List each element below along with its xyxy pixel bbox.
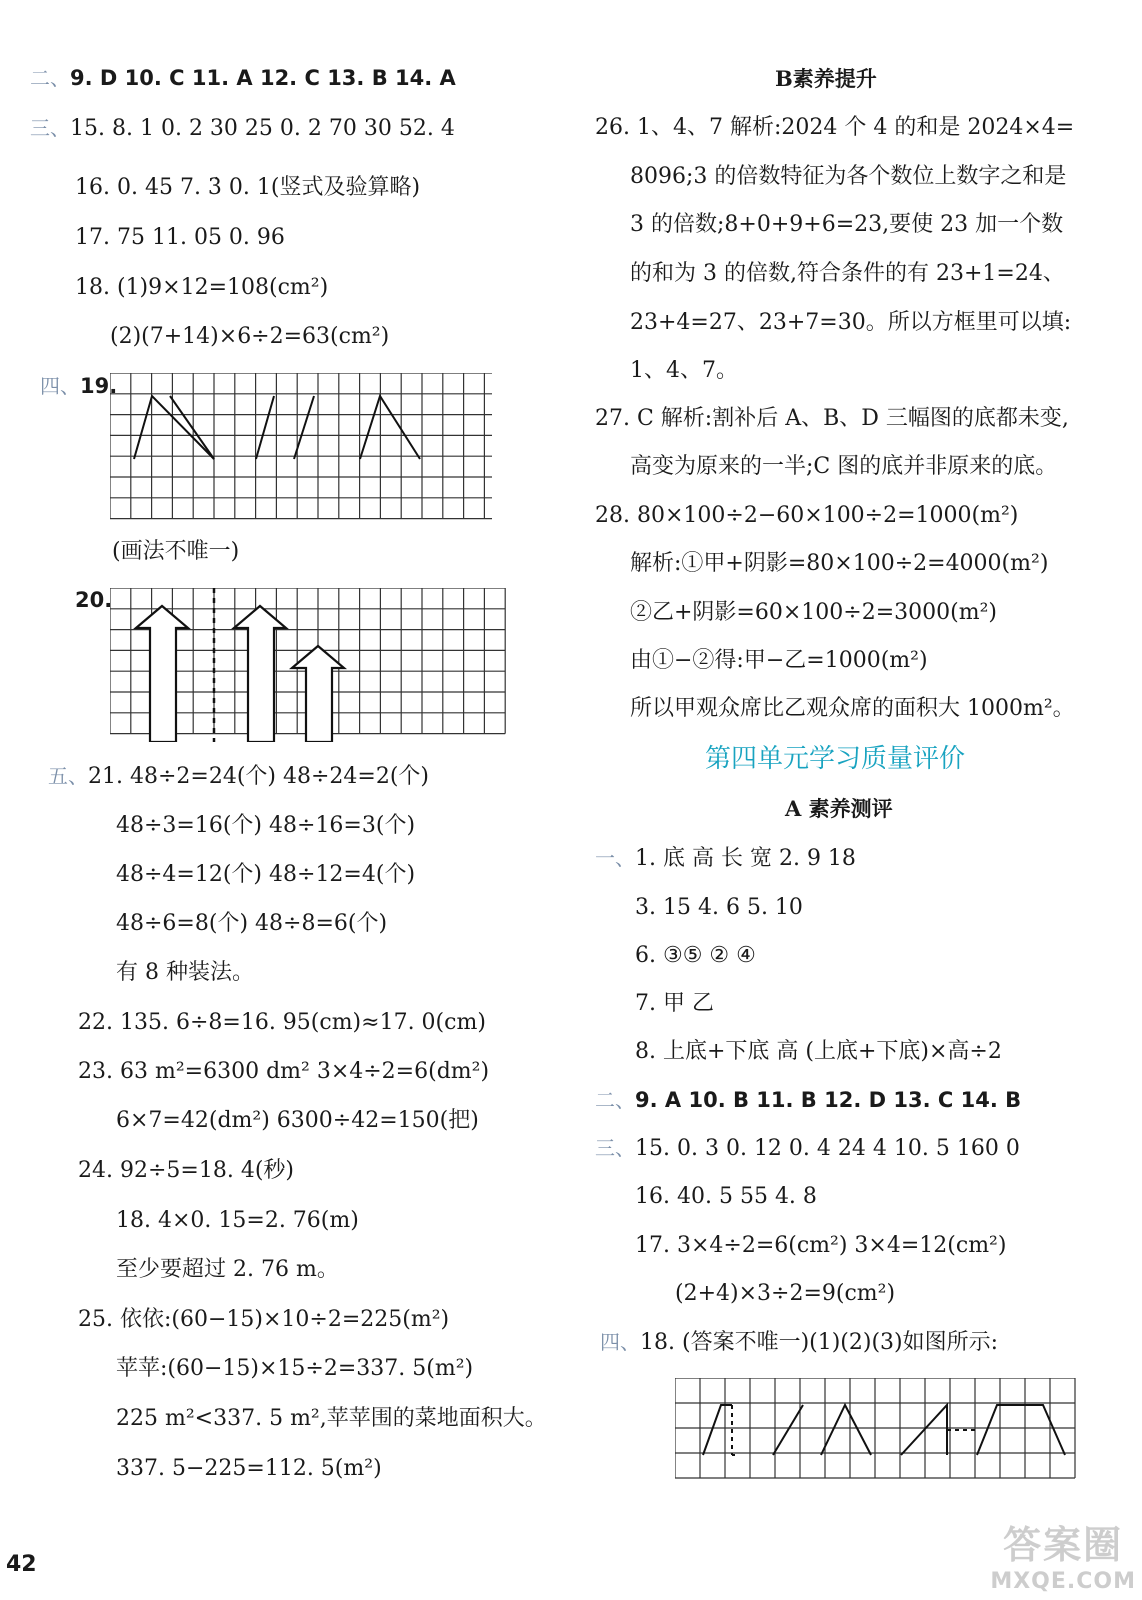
section-4-mark: 四、: [40, 374, 80, 398]
q1-line: [595, 848, 856, 870]
q25-line2: 苹苹:(60−15)×15÷2=337. 5(m²): [116, 1356, 474, 1381]
q18-shape-3-triangle: [821, 1405, 871, 1455]
q3-q5-answers: 3. 15 4. 6 5. 10: [635, 895, 803, 920]
q20-grid-figure: [110, 588, 508, 742]
q19-label-line: [40, 376, 117, 398]
q18-part1: 18. (1)9×12=108(cm²): [75, 275, 329, 300]
section-3-mark-right: 三、: [595, 1136, 635, 1160]
q16-answer: 16. 0. 45 7. 3̇ 0. 1(竖式及验算略): [75, 175, 421, 200]
section-2-mark: 二、: [30, 66, 70, 90]
section-5-mark: 五、: [48, 764, 88, 788]
q24-line1: 24. 92÷5=18. 4(秒): [78, 1158, 294, 1183]
q26-line3: 3 的倍数;8+0+9+6=23,要使 23 加一个数: [630, 212, 1064, 237]
watermark-line2: MXQE.COM: [990, 1569, 1136, 1594]
q17-line2-right: (2+4)×3÷2=9(cm²): [675, 1281, 896, 1306]
q24-conclusion: 至少要超过 2. 76 m。: [116, 1257, 339, 1282]
q16-answer-right: 16. 40. 5 55 4. 8: [635, 1184, 817, 1209]
q18-shape-4: [901, 1405, 947, 1455]
q21-answer-a: 21. 48÷2=24(个) 48÷24=2(个): [88, 764, 430, 789]
q21-answer-b: 48÷3=16(个) 48÷16=3(个): [116, 813, 416, 838]
q19-grid-svg: [110, 373, 492, 523]
q26-line5: 23+4=27、23+7=30。所以方框里可以填:: [630, 310, 1072, 335]
q18-line-right: [600, 1332, 998, 1354]
q21-answer-d: 48÷6=8(个) 48÷8=6(个): [116, 911, 388, 936]
q21-line1: [48, 766, 429, 788]
section-2-mark-right: 二、: [595, 1088, 635, 1112]
q28-line4: 由①−②得:甲−乙=1000(m²): [630, 648, 928, 673]
q15-line: [30, 118, 455, 140]
watermark-line1: 答案圈: [1003, 1523, 1124, 1567]
q24-line2: 18. 4×0. 15=2. 76(m): [116, 1208, 359, 1233]
q17-line1-right: 17. 3×4÷2=6(cm²) 3×4=12(cm²): [635, 1233, 1007, 1258]
q20-arrow-2: [234, 606, 286, 742]
section-4-mark-right: 四、: [600, 1330, 640, 1354]
q22-answer: 22. 135. 6÷8=16. 95(cm)≈17. 0(cm): [78, 1010, 486, 1035]
unit-4-title: 第四单元学习质量评价: [705, 744, 966, 774]
q18-shape-2: [773, 1405, 803, 1455]
q20-label-line: [75, 590, 112, 612]
q17-answer: 17. 75 11. 05 0. 96: [75, 225, 285, 250]
q19-shape-parallelogram-left: [256, 396, 274, 459]
q26-line6: 1、4、7。: [630, 358, 738, 383]
watermark-logo: [990, 1514, 1136, 1594]
q26-line1: 26. 1、4、7 解析:2024 个 4 的和是 2024×4=: [595, 115, 1075, 140]
q25-line3: 225 m²<337. 5 m²,苹苹围的菜地面积大。: [116, 1406, 547, 1431]
q27-line2: 高变为原来的一半;C 图的底并非原来的底。: [630, 454, 1058, 479]
q18-grid-svg: [675, 1378, 1083, 1480]
q18-answer-right: 18. (答案不唯一)(1)(2)(3)如图所示:: [640, 1330, 999, 1355]
q18-part2: (2)(7+14)×6÷2=63(cm²): [110, 324, 390, 349]
q6-answer: 6. ③⑤ ② ④: [635, 943, 756, 968]
q28-line5: 所以甲观众席比乙观众席的面积大 1000m²。: [630, 696, 1075, 721]
q25-line4: 337. 5−225=112. 5(m²): [116, 1456, 382, 1481]
q20-grid-svg: [110, 588, 508, 742]
q19-note: (画法不唯一): [112, 539, 240, 564]
q7-answer: 7. 甲 乙: [635, 991, 714, 1016]
q21-conclusion: 有 8 种装法。: [116, 960, 254, 985]
answers-9-14: 9. D 10. C 11. A 12. C 13. B 14. A: [70, 66, 456, 90]
q1-q2-answers: 1. 底 高 长 宽 2. 9 18: [635, 846, 856, 871]
q20-arrows: [136, 606, 344, 742]
b-section-title: B素养提升: [775, 66, 877, 91]
q20-label: 20.: [75, 588, 113, 612]
q18-shape-1: [703, 1405, 732, 1455]
q18-shape-5-trapezoid: [977, 1405, 1065, 1455]
q19-shape-triangle: [134, 396, 214, 459]
q19-label: 19.: [80, 374, 118, 398]
q19-shapes: [134, 396, 420, 459]
q21-answer-c: 48÷4=12(个) 48÷12=4(个): [116, 862, 416, 887]
q20-arrow-3: [292, 646, 344, 742]
q25-line1: 25. 依依:(60−15)×10÷2=225(m²): [78, 1307, 450, 1332]
q28-line2: 解析:①甲+阴影=80×100÷2=4000(m²): [630, 551, 1049, 576]
a-section-title: A 素养测评: [785, 796, 893, 821]
q26-line4: 的和为 3 的倍数,符合条件的有 23+1=24、: [630, 261, 1065, 286]
q8-answer: 8. 上底+下底 高 (上底+下底)×高÷2: [635, 1039, 1002, 1064]
q15-answer: 15. 8. 1 0. 2 30 25 0. 2 70 30 52. 4: [70, 116, 455, 141]
q27-line1: 27. C 解析:割补后 A、B、D 三幅图的底都未变,: [595, 406, 1069, 431]
section-3-mark: 三、: [30, 116, 70, 140]
page-number: 42: [6, 1552, 37, 1577]
section-2-line: [30, 68, 456, 90]
q26-line2: 8096;3 的倍数特征为各个数位上数字之和是: [630, 164, 1067, 189]
q15-line-right: [595, 1138, 1020, 1160]
q20-arrow-1: [136, 606, 188, 742]
section-1-mark: 一、: [595, 846, 635, 870]
q28-line3: ②乙+阴影=60×100÷2=3000(m²): [630, 600, 997, 625]
q19-grid-figure: [110, 373, 492, 523]
q18-shapes: [703, 1405, 1065, 1455]
q28-line1: 28. 80×100÷2−60×100÷2=1000(m²): [595, 503, 1019, 528]
q23-line1: 23. 63 m²=6300 dm² 3×4÷2=6(dm²): [78, 1059, 490, 1084]
q18-grid-figure: [675, 1378, 1083, 1480]
q19-shape-trapezoid: [360, 396, 420, 459]
answers-9-14-right: 9. A 10. B 11. B 12. D 13. C 14. B: [635, 1088, 1022, 1112]
q23-line2: 6×7=42(dm²) 6300÷42=150(把): [116, 1108, 479, 1133]
q15-answer-right: 15. 0. 3 0. 12 0. 4 24 4 10. 5 160 0: [635, 1136, 1020, 1161]
q9-line: [595, 1090, 1021, 1112]
